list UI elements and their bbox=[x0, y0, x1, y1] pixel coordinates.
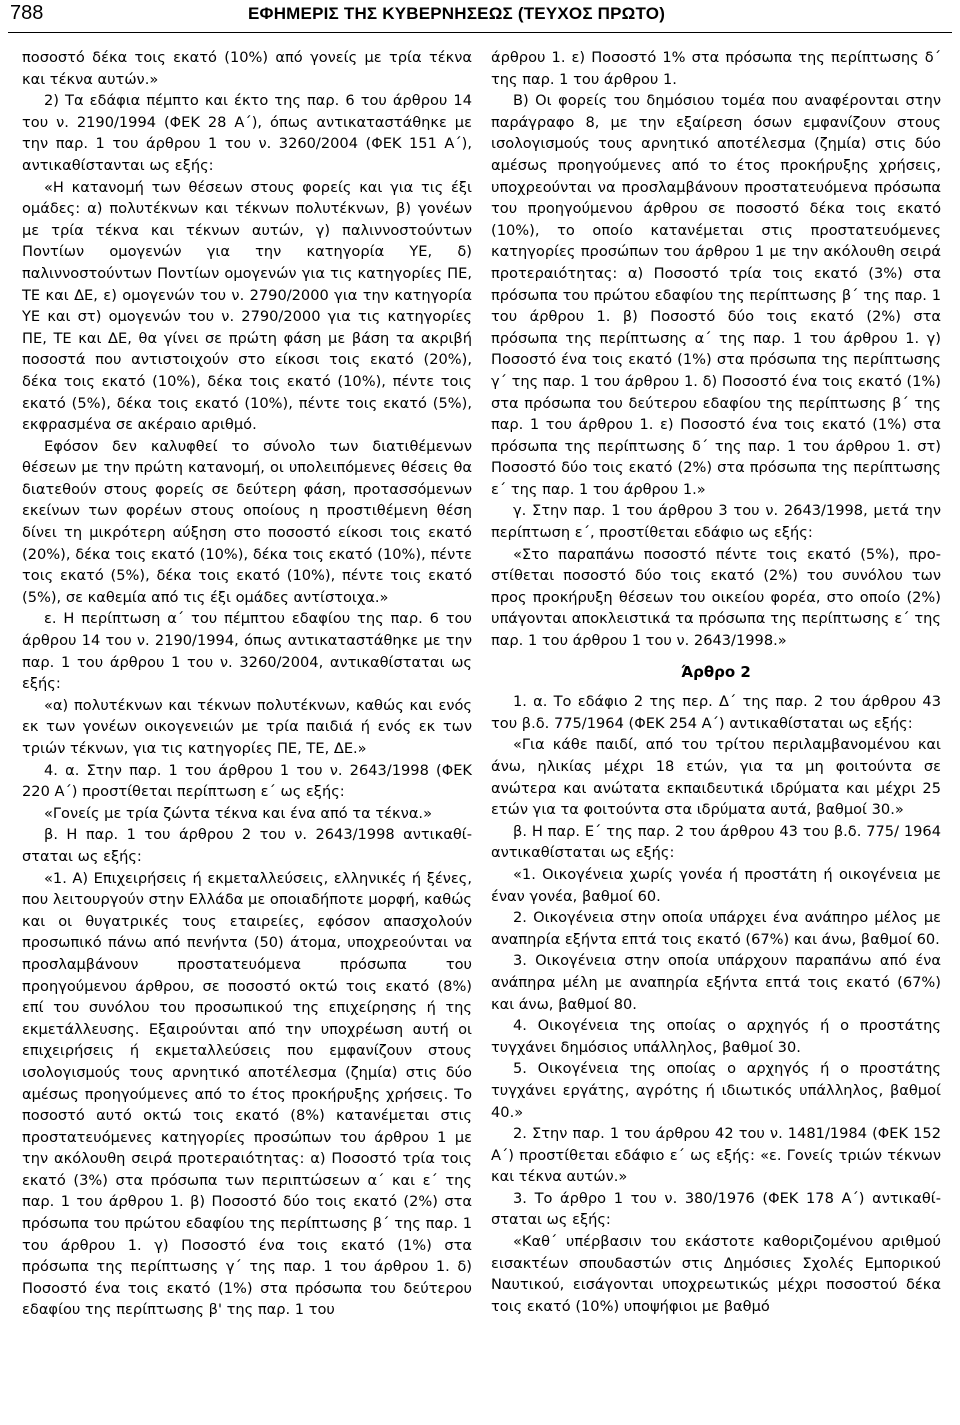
right-column bbox=[491, 47, 941, 1317]
paragraph: 2) Τα εδάφια πέμπτο και έκτο της παρ. 6 του άρθρου 14 του ν. 2190/1994 (ΦΕΚ 28 Α΄), όπως αντικαταστάθηκε με την παρ. 1 του άρθρου 1 του ν. 3260/2004 (ΦΕΚ 151 Α΄), αντικαθίστανται ως εξής: bbox=[22, 92, 472, 174]
header-rule bbox=[8, 32, 952, 33]
paragraph: γ. Στην παρ. 1 του άρθρου 3 του ν. 2643/1998, μετά την περίπτωση ε΄, προστίθεται εδάφιο ως εξής: bbox=[491, 502, 941, 542]
paragraph: «α) πολυτέκνων και τέκνων πολυτέκνων, καθώς και ενός εκ των γονέων οικογενειών με τρία παιδιά ή ενός εκ των τριών τέκνων, για τις κατηγορίες ΠΕ, ΤΕ, ΔΕ.» bbox=[22, 696, 472, 757]
paragraph: «1. Α) Επιχειρήσεις ή εκμεταλλεύσεις, ελληνικές ή ξένες, που λειτουργούν στην Ελλάδα με οποιαδήποτε μορφή, καθώς και οι θυγατρικές τους εταιρείες, εφόσον απασχολούν προσωπικό πάνω από πενήντα (50) άτομα, υποχρεούνται να προσλαμβάνουν προστατευόμενα πρόσωπα του προηγούμενου άρθρου, σε ποσοστό οκτώ τοις εκατό (8%) επί του συνόλου του προσωπικού της επιχείρησης ή της εκμετάλλευσης. Εξαιρούνται από την υποχρέωση αυτή οι επιχειρήσεις ή εκμεταλλεύσεις που εμφανίζουν στους ισολογισμούς τους αρνητικό αποτέλεσμα (ζημία) στις δύο αμέσως προηγούμενες από το έτος προκήρυξης χρήσεις. Το ποσοστό αυτό οκτώ τοις εκατό (8%) κατανέμεται στις προστατευόμενες κατηγορίες προσώπων του άρθρου 1 με την ακόλουθη σειρά προτεραιότητας: α) Ποσοστό τρία τοις εκατό (3%) στα πρόσωπα των περιπτώσεων α΄ και ε΄ της παρ. 1 του άρθρου 1. β) Ποσοστό δύο τοις εκατό (2%) στα πρόσωπα του πρώτου εδαφίου της περίπτωσης β΄ της παρ. 1 του άρθρου 1. γ) Ποσοστό ένα τοις εκατό (1%) στα πρόσωπα της περίπτωσης γ΄ της παρ. 1 του άρθρου 1. δ) Ποσοστό ένα τοις εκατό (1%) στα πρόσωπα του δεύτερου εδαφίου της περίπτωσης β' της παρ. 1 του bbox=[22, 869, 472, 1319]
paragraph: «Για κάθε παιδί, από του τρίτου περιλαμβανομένου και άνω, ηλικίας μέχρι 18 ετών, για τα μη φοιτούντα σε ανώτερα και ανώτατα εκπαιδευτικά ιδρύματα και μέχρι 25 ετών για τα φοιτούντα στα ιδρύματα αυτά, βαθμοί 30.» bbox=[491, 736, 941, 819]
paragraph: Β) Οι φορείς του δημόσιου τομέα που αναφέρονται στην παράγραφο 8, με την εξαίρεση όσων εμφανίζουν στους ισολογισμούς τους αρνητικό αποτέλεσμα (ζημία) στις δύο αμέσως προηγούμενες από το έτος προκήρυξης χρήσεις, υποχρεούνται να προσλαμβάνουν προστατευόμενα πρόσωπα του προηγούμενου άρθρου σε ποσοστό δέκα τοις εκατό (10%), το οποίο κατανέμεται στις προστατευόμενες κατηγορίες προσώπων του άρθρου 1 με την ακόλουθη σειρά προτεραιότητας: α) Ποσοστό τρία τοις εκατό (3%) στα πρόσωπα του πρώτου εδαφίου της περίπτωσης β΄ της παρ. 1 του άρθρου 1. β) Ποσοστό δύο τοις εκατό (2%) στα πρόσωπα της περίπτωσης α΄ της παρ. 1 του άρθρου 1. γ) Ποσοστό ένα τοις εκατό (1%) στα πρόσωπα της περίπτωσης γ΄ της παρ. 1 του άρθρου 1. δ) Ποσοστό ένα τοις εκατό (1%) στα πρόσωπα του δεύτερου εδαφίου της περίπτωσης β΄ της παρ. 1 του άρθρου 1. ε) Ποσοστό ένα τοις εκατό (1%) στα πρόσωπα της περίπτωσης δ΄ της παρ. 1 του άρθρου 1. στ) Ποσοστό δύο τοις εκατό (2%) στα πρόσωπα της περίπτωσης ε΄ της παρ. 1 του άρθρου 1.» bbox=[491, 92, 941, 498]
gazette-title: ΕΦΗΜΕΡΙΣ ΤΗΣ ΚΥΒΕΡΝΗΣΕΩΣ (ΤΕΥΧΟΣ ΠΡΩΤΟ) bbox=[248, 4, 666, 23]
paragraph: 2. Οικογένεια στην οποία υπάρχει ένα ανάπηρο μέλος με αναπηρία εξήντα επτά τοις εκατό (67%) και άνω, βαθμοί 60. bbox=[491, 909, 941, 948]
paragraph: 5. Οικογένεια της οποίας ο αρχηγός ή ο προστάτης τυγχάνει εργάτης, αγρότης ή ιδιωτικός υπάλληλος, βαθμοί 40.» bbox=[491, 1060, 941, 1121]
page-number: 788 bbox=[10, 2, 44, 24]
left-column bbox=[22, 47, 472, 1321]
paragraph: 1. α. Το εδάφιο 2 της περ. Δ΄ της παρ. 2 του άρθρου 43 του β.δ. 775/1964 (ΦΕΚ 254 Α΄) αντικαθίσταται ως εξής: bbox=[491, 693, 941, 732]
paragraph: 4. Οικογένεια της οποίας ο αρχηγός ή ο προστάτης τυγχάνει δημόσιος υπάλληλος, βαθμοί 30. bbox=[491, 1017, 941, 1056]
paragraph: Εφόσον δεν καλυφθεί το σύνολο των διατιθέμενων θέσεων με την πρώτη κατανομή, οι υπολειπόμενες θέσεις θα διατεθούν στους φορείς σε δεύτερη φάση, προτασσόμενων εκείνων των φορέων στους οποίους η προστιθέμενη θέση δίνει τη μικρότερη αύξηση στο ποσοστό είκοσι τοις εκατό (20%), δέκα τοις εκατό (10%), δέκα τοις εκατό (10%), πέντε τοις εκατό (5%), δέκα τοις εκατό (10%), πέντε τοις εκατό (5%), σε καθεμία από τις έξι ομάδες αντίστοιχα.» bbox=[22, 437, 472, 606]
paragraph: 3. Οικογένεια στην οποία υπάρχουν παραπάνω από ένα ανάπηρα μέλη με αναπηρία εξήντα επτά τοις εκατό (67%) και άνω, βαθμοί 80. bbox=[491, 952, 941, 1013]
paragraph: 3. Το άρθρο 1 του ν. 380/1976 (ΦΕΚ 178 Α΄) αντικαθίσταται ως εξής: bbox=[491, 1189, 941, 1229]
article-heading: Άρθρο 2 bbox=[681, 662, 751, 681]
paragraph: ποσοστό δέκα τοις εκατό (10%) από γονείς με τρία τέκνα και τέκνα αυτών.» bbox=[22, 49, 472, 88]
page-header bbox=[8, 0, 952, 30]
paragraph: ε. Η περίπτωση α΄ του πέμπτου εδαφίου της παρ. 6 του άρθρου 14 του ν. 2190/1994, όπως αντικαταστάθηκε με την παρ. 1 του άρθρου 1 του ν. 3260/2004, αντικαθίσταται ως εξής: bbox=[22, 610, 472, 693]
paragraph: «Στο παραπάνω ποσοστό πέντε τοις εκατό (5%), προστίθεται ποσοστό δύο τοις εκατό (2%) του συνόλου των προς προκήρυξη θέσεων του οικείου φορέα, στο οποίο (2%) υπάγονται αποκλειστικά τα πρόσωπα της περίπτωσης ε΄ της παρ. 1 του άρθρου 1 του ν. 2643/1998.» bbox=[491, 545, 941, 650]
paragraph: «Η κατανομή των θέσεων στους φορείς και για τις έξι ομάδες: α) πολυτέκνων και τέκνων πολυτέκνων, β) γονέων με τρία τέκνα και τέκνων αυτών, γ) παλιννοστούντων Ποντίων ομογενών για την κατηγορία ΥΕ, δ) παλιννοστούντων Ποντίων ομογενών για τις κατηγορίες ΠΕ, ΤΕ και ΔΕ, ε) ομογενών του ν. 2790/2000 για την κατηγορία ΥΕ και στ) ομογενών του ν. 2790/2000 για τις κατηγορίες ΠΕ, ΤΕ και ΔΕ, θα γίνει σε πρώτη φάση με βάση τα ακριβή ποσοστά που αντιστοιχούν στο είκοσι τοις εκατό (20%), δέκα τοις εκατό (10%), δέκα τοις εκατό (10%), πέντε τοις εκατό (5%), δέκα τοις εκατό (10%), πέντε τοις εκατό (5%), εκφρασμένα σε ακέραιο αριθμό. bbox=[22, 178, 472, 434]
paragraph: 4. α. Στην παρ. 1 του άρθρου 1 του ν. 2643/1998 (ΦΕΚ 220 Α΄) προστίθεται περίπτωση ε΄ ως εξής: bbox=[22, 761, 472, 801]
paragraph: «Καθ΄ υπέρβασιν του εκάστοτε καθοριζομένου αριθμού εισακτέων σπουδαστών στις Δημόσιες Σχολές Εμπορικού Ναυτικού, εισάγονται υποχρεωτικώς μέχρι ποσοστού δέκα τοις εκατό (10%) υποψήφιοι με βαθμό bbox=[491, 1233, 941, 1315]
paragraph: «1. Οικογένεια χωρίς γονέα ή προστάτη ή οικογένεια με έναν γονέα, βαθμοί 60. bbox=[491, 865, 941, 905]
paragraph: β. Η παρ. 1 του άρθρου 2 του ν. 2643/1998 αντικαθίσταται ως εξής: bbox=[22, 826, 472, 865]
paragraph: «Γονείς με τρία ζώντα τέκνα και ένα από τα τέκνα.» bbox=[44, 804, 433, 822]
paragraph: 2. Στην παρ. 1 του άρθρου 42 του ν. 1481/1984 (ΦΕΚ 152 Α΄) προστίθεται εδάφιο ε΄ ως εξής: «ε. Γονείς τριών τέκνων και τέκνα αυτών.» bbox=[491, 1125, 941, 1186]
paragraph: άρθρου 1. ε) Ποσοστό 1% στα πρόσωπα της περίπτωσης δ΄ της παρ. 1 του άρθρου 1. bbox=[491, 49, 941, 88]
paragraph: β. Η παρ. Ε΄ της παρ. 2 του άρθρου 43 του β.δ. 775/ 1964 αντικαθίσταται ως εξής: bbox=[491, 822, 941, 862]
